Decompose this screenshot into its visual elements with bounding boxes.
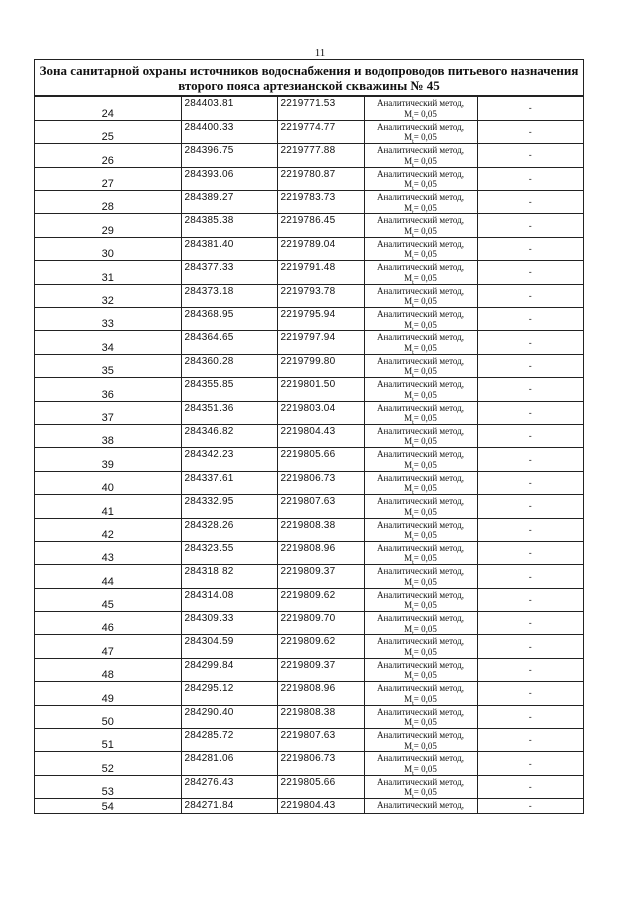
- method-label: Аналитический метод,: [376, 309, 465, 320]
- method-label: Аналитический метод,: [376, 496, 465, 507]
- method-cell: [364, 471, 477, 494]
- method-cell: [364, 424, 477, 447]
- coordinate-x: 284360.28: [181, 354, 277, 377]
- coordinate-x: 284342.23: [181, 448, 277, 471]
- method-label: Аналитический метод,: [376, 589, 465, 600]
- value-dash: -: [477, 354, 583, 377]
- method-label: Аналитический метод,: [376, 683, 465, 694]
- table-row: [35, 612, 583, 635]
- table-row: [35, 354, 583, 377]
- value-dash: -: [477, 424, 583, 447]
- method-accuracy: $M_t= 0,05$: [404, 249, 437, 261]
- method-accuracy: $M_t= 0,05$: [404, 763, 437, 776]
- coordinates-sheet: [34, 59, 584, 814]
- method-label: Аналитический метод,: [376, 425, 465, 436]
- coordinate-y: 2219805.66: [277, 448, 364, 471]
- method-accuracy: $M_t= 0,05$: [404, 155, 437, 168]
- point-number: 31: [35, 261, 181, 284]
- method-accuracy: $M_t= 0,05$: [404, 202, 437, 214]
- method-cell: [364, 214, 477, 237]
- coordinate-x: 284281.06: [181, 752, 277, 775]
- method-accuracy: $M_t= 0,05$: [404, 717, 437, 729]
- coordinate-y: 2219793.78: [277, 284, 364, 307]
- value-dash: -: [477, 682, 583, 705]
- point-number: 38: [35, 424, 181, 447]
- value-dash: -: [477, 705, 583, 728]
- method-cell: [364, 705, 477, 728]
- method-cell: [364, 612, 477, 635]
- point-number: 27: [35, 167, 181, 190]
- coordinate-x: 284364.65: [181, 331, 277, 354]
- value-dash: -: [477, 565, 583, 588]
- coordinate-x: 284381.40: [181, 237, 277, 260]
- value-dash: -: [477, 120, 583, 143]
- value-dash: -: [477, 471, 583, 494]
- coordinate-x: 284377.33: [181, 261, 277, 284]
- method-label: Аналитический метод,: [376, 285, 465, 296]
- title-line-1: Зона санитарной охраны источников водоснабжения и водопроводов питьевого назначения: [39, 62, 579, 78]
- point-number: 52: [35, 752, 181, 775]
- method-cell: [364, 448, 477, 471]
- coordinate-x: 284328.26: [181, 518, 277, 541]
- point-number: 47: [35, 635, 181, 658]
- point-number: 28: [35, 191, 181, 214]
- coordinate-x: 284276.43: [181, 775, 277, 798]
- coordinate-y: 2219809.37: [277, 658, 364, 681]
- point-number: 54: [35, 799, 181, 813]
- table-row: [35, 752, 583, 775]
- table-row: [35, 565, 583, 588]
- method-cell: [364, 331, 477, 354]
- table-row: [35, 705, 583, 728]
- coordinates-table: [35, 97, 583, 813]
- point-number: 26: [35, 144, 181, 167]
- method-accuracy: $M_t= 0,05$: [404, 225, 437, 238]
- method-accuracy: $M_t= 0,05$: [404, 787, 437, 799]
- point-number: 46: [35, 612, 181, 635]
- value-dash: -: [477, 448, 583, 471]
- method-label: Аналитический метод,: [376, 542, 465, 553]
- point-number: 35: [35, 354, 181, 377]
- value-dash: -: [477, 401, 583, 424]
- value-dash: -: [477, 97, 583, 120]
- method-cell: [364, 682, 477, 705]
- table-row: [35, 284, 583, 307]
- method-accuracy: $M_t= 0,05$: [404, 553, 437, 565]
- method-label: Аналитический метод,: [376, 449, 465, 460]
- coordinate-x: 284285.72: [181, 729, 277, 752]
- method-accuracy: $M_t= 0,05$: [404, 179, 437, 191]
- table-row: [35, 471, 583, 494]
- table-row: [35, 308, 583, 331]
- method-label: Аналитический метод,: [376, 262, 465, 273]
- coordinate-x: 284332.95: [181, 495, 277, 518]
- method-label: Аналитический метод,: [376, 192, 465, 203]
- method-cell: [364, 144, 477, 167]
- point-number: 37: [35, 401, 181, 424]
- point-number: 36: [35, 378, 181, 401]
- table-row: [35, 541, 583, 564]
- coordinate-x: 284389.27: [181, 191, 277, 214]
- coordinate-y: 2219805.66: [277, 775, 364, 798]
- value-dash: -: [477, 331, 583, 354]
- point-number: 32: [35, 284, 181, 307]
- method-accuracy: $M_t= 0,05$: [404, 670, 437, 682]
- method-label: Аналитический метод,: [376, 566, 465, 577]
- method-label: Аналитический метод,: [376, 636, 465, 647]
- method-cell: [364, 261, 477, 284]
- point-number: 30: [35, 237, 181, 260]
- method-cell: [364, 495, 477, 518]
- method-cell: [364, 635, 477, 658]
- method-accuracy: $M_t= 0,05$: [404, 366, 437, 378]
- coordinate-x: 284393.06: [181, 167, 277, 190]
- table-row: [35, 97, 583, 120]
- table-title: [35, 60, 583, 97]
- table-row: [35, 448, 583, 471]
- table-row: [35, 261, 583, 284]
- method-cell: [364, 518, 477, 541]
- table-row: [35, 518, 583, 541]
- coordinate-y: 2219808.96: [277, 541, 364, 564]
- value-dash: -: [477, 237, 583, 260]
- method-cell: [364, 308, 477, 331]
- value-dash: -: [477, 308, 583, 331]
- table-row: [35, 495, 583, 518]
- coordinate-x: 284385.38: [181, 214, 277, 237]
- value-dash: -: [477, 588, 583, 611]
- method-accuracy: $M_t= 0,05$: [404, 272, 437, 285]
- coordinate-x: 284355.85: [181, 378, 277, 401]
- method-label: Аналитический метод,: [376, 659, 465, 670]
- method-accuracy: $M_t= 0,05$: [404, 693, 437, 706]
- point-number: 41: [35, 495, 181, 518]
- value-dash: -: [477, 378, 583, 401]
- coordinate-y: 2219807.63: [277, 729, 364, 752]
- method-label: Аналитический метод,: [376, 776, 465, 787]
- table-row: [35, 682, 583, 705]
- point-number: 39: [35, 448, 181, 471]
- coordinate-y: 2219809.62: [277, 588, 364, 611]
- point-number: 34: [35, 331, 181, 354]
- method-cell: [364, 120, 477, 143]
- value-dash: -: [477, 191, 583, 214]
- table-row: [35, 144, 583, 167]
- method-cell: [364, 588, 477, 611]
- point-number: 53: [35, 775, 181, 798]
- coordinate-x: 284271.84: [181, 799, 277, 813]
- coordinate-y: 2219807.63: [277, 495, 364, 518]
- coordinate-x: 284351.36: [181, 401, 277, 424]
- coordinate-x: 284323.55: [181, 541, 277, 564]
- coordinate-y: 2219774.77: [277, 120, 364, 143]
- coordinate-y: 2219783.73: [277, 191, 364, 214]
- method-label: Аналитический метод,: [376, 753, 465, 764]
- value-dash: -: [477, 541, 583, 564]
- point-number: 33: [35, 308, 181, 331]
- method-label: Аналитический метод,: [376, 519, 465, 530]
- value-dash: -: [477, 799, 583, 813]
- method-cell: [364, 729, 477, 752]
- value-dash: -: [477, 167, 583, 190]
- method-label: Аналитический метод,: [376, 98, 465, 108]
- method-accuracy: $M_t= 0,05$: [404, 576, 437, 589]
- method-cell: [364, 401, 477, 424]
- table-row: [35, 214, 583, 237]
- value-dash: -: [477, 214, 583, 237]
- method-accuracy: $M_t= 0,05$: [404, 530, 437, 542]
- table-row: [35, 401, 583, 424]
- method-accuracy: $M_t= 0,05$: [404, 506, 437, 519]
- method-label: Аналитический метод,: [376, 168, 465, 179]
- method-label: Аналитический метод,: [376, 332, 465, 343]
- coordinate-y: 2219806.73: [277, 752, 364, 775]
- table-row: [35, 120, 583, 143]
- coordinate-y: 2219804.43: [277, 424, 364, 447]
- value-dash: -: [477, 658, 583, 681]
- point-number: 50: [35, 705, 181, 728]
- method-accuracy: $M_t= 0,05$: [404, 459, 437, 472]
- method-label: Аналитический метод,: [376, 706, 465, 717]
- value-dash: -: [477, 144, 583, 167]
- coordinate-x: 284337.61: [181, 471, 277, 494]
- method-cell: [364, 775, 477, 798]
- method-accuracy: $M_t= 0,05$: [404, 413, 437, 425]
- point-number: 44: [35, 565, 181, 588]
- value-dash: -: [477, 612, 583, 635]
- method-label: Аналитический метод,: [376, 355, 465, 366]
- coordinate-x: 284295.12: [181, 682, 277, 705]
- coordinate-y: 2219801.50: [277, 378, 364, 401]
- coordinate-x: 284373.18: [181, 284, 277, 307]
- table-row: [35, 331, 583, 354]
- method-label: Аналитический метод,: [376, 215, 465, 226]
- table-row: [35, 635, 583, 658]
- table-row: [35, 378, 583, 401]
- method-accuracy: $M_t= 0,05$: [404, 342, 437, 355]
- coordinate-x: 284299.84: [181, 658, 277, 681]
- coordinate-y: 2219804.43: [277, 799, 364, 813]
- coordinate-y: 2219809.37: [277, 565, 364, 588]
- method-cell: [364, 658, 477, 681]
- coordinate-y: 2219789.04: [277, 237, 364, 260]
- value-dash: -: [477, 518, 583, 541]
- method-accuracy: $M_t= 0,05$: [404, 319, 437, 331]
- coordinate-y: 2219799.80: [277, 354, 364, 377]
- method-label: Аналитический метод,: [376, 238, 465, 249]
- value-dash: -: [477, 261, 583, 284]
- method-cell: [364, 237, 477, 260]
- point-number: 48: [35, 658, 181, 681]
- method-cell: [364, 799, 477, 813]
- table-row: [35, 167, 583, 190]
- table-row: [35, 799, 583, 813]
- page-number: 11: [314, 47, 326, 59]
- coordinate-x: 284290.40: [181, 705, 277, 728]
- coordinate-y: 2219791.48: [277, 261, 364, 284]
- coordinate-x: 284314.08: [181, 588, 277, 611]
- point-number: 45: [35, 588, 181, 611]
- table-row: [35, 658, 583, 681]
- coordinate-y: 2219797.94: [277, 331, 364, 354]
- title-line-2: второго пояса артезианской скважины № 45: [178, 77, 440, 93]
- coordinate-y: 2219777.88: [277, 144, 364, 167]
- coordinate-y: 2219803.04: [277, 401, 364, 424]
- method-label: Аналитический метод,: [376, 379, 465, 390]
- method-label: Аналитический метод,: [376, 472, 465, 483]
- coordinate-y: 2219809.62: [277, 635, 364, 658]
- method-accuracy: $M_t= 0,05$: [404, 740, 437, 752]
- coordinate-y: 2219809.70: [277, 612, 364, 635]
- method-accuracy: $M_t= 0,05$: [404, 600, 437, 612]
- point-number: 25: [35, 120, 181, 143]
- point-number: 42: [35, 518, 181, 541]
- table-row: [35, 588, 583, 611]
- coordinate-y: 2219808.38: [277, 705, 364, 728]
- method-label: Аналитический метод,: [376, 121, 465, 132]
- method-cell: [364, 752, 477, 775]
- method-label: Аналитический метод,: [376, 402, 465, 413]
- value-dash: -: [477, 635, 583, 658]
- coordinates-table-body: [35, 97, 583, 813]
- value-dash: -: [477, 284, 583, 307]
- point-number: 24: [35, 97, 181, 120]
- point-number: 29: [35, 214, 181, 237]
- method-label: Аналитический метод,: [376, 730, 465, 741]
- coordinate-x: 284396.75: [181, 144, 277, 167]
- method-accuracy: $M_t= 0,05$: [404, 483, 437, 495]
- method-label: Аналитический метод,: [376, 800, 465, 811]
- coordinate-x: 284403.81: [181, 97, 277, 120]
- coordinate-y: 2219780.87: [277, 167, 364, 190]
- value-dash: -: [477, 752, 583, 775]
- point-number: 43: [35, 541, 181, 564]
- table-row: [35, 775, 583, 798]
- coordinate-y: 2219808.38: [277, 518, 364, 541]
- method-accuracy: $M_t= 0,05$: [404, 646, 437, 659]
- coordinate-y: 2219795.94: [277, 308, 364, 331]
- method-accuracy: $M_t= 0,05$: [404, 436, 437, 448]
- table-row: [35, 191, 583, 214]
- method-cell: [364, 97, 477, 120]
- coordinate-x: 284346.82: [181, 424, 277, 447]
- coordinate-x: 284318 82: [181, 565, 277, 588]
- table-row: [35, 237, 583, 260]
- point-number: 51: [35, 729, 181, 752]
- value-dash: -: [477, 729, 583, 752]
- value-dash: -: [477, 775, 583, 798]
- method-accuracy: $M_t= 0,05$: [404, 108, 437, 121]
- point-number: 40: [35, 471, 181, 494]
- coordinate-x: 284368.95: [181, 308, 277, 331]
- point-number: 49: [35, 682, 181, 705]
- method-accuracy: $M_t= 0,05$: [404, 296, 437, 308]
- coordinate-y: 2219786.45: [277, 214, 364, 237]
- method-cell: [364, 354, 477, 377]
- coordinate-x: 284400.33: [181, 120, 277, 143]
- method-label: Аналитический метод,: [376, 613, 465, 624]
- method-accuracy: $M_t= 0,05$: [404, 132, 437, 144]
- coordinate-y: 2219808.96: [277, 682, 364, 705]
- method-accuracy: $M_t= 0,05$: [404, 623, 437, 635]
- table-row: [35, 424, 583, 447]
- method-cell: [364, 191, 477, 214]
- method-accuracy: $M_t= 0,05$: [404, 389, 437, 402]
- coordinate-x: 284309.33: [181, 612, 277, 635]
- value-dash: -: [477, 495, 583, 518]
- coordinate-y: 2219771.53: [277, 97, 364, 120]
- table-row: [35, 729, 583, 752]
- method-cell: [364, 284, 477, 307]
- method-cell: [364, 167, 477, 190]
- method-cell: [364, 565, 477, 588]
- method-cell: [364, 378, 477, 401]
- method-cell: [364, 541, 477, 564]
- coordinate-y: 2219806.73: [277, 471, 364, 494]
- coordinate-x: 284304.59: [181, 635, 277, 658]
- method-label: Аналитический метод,: [376, 145, 465, 156]
